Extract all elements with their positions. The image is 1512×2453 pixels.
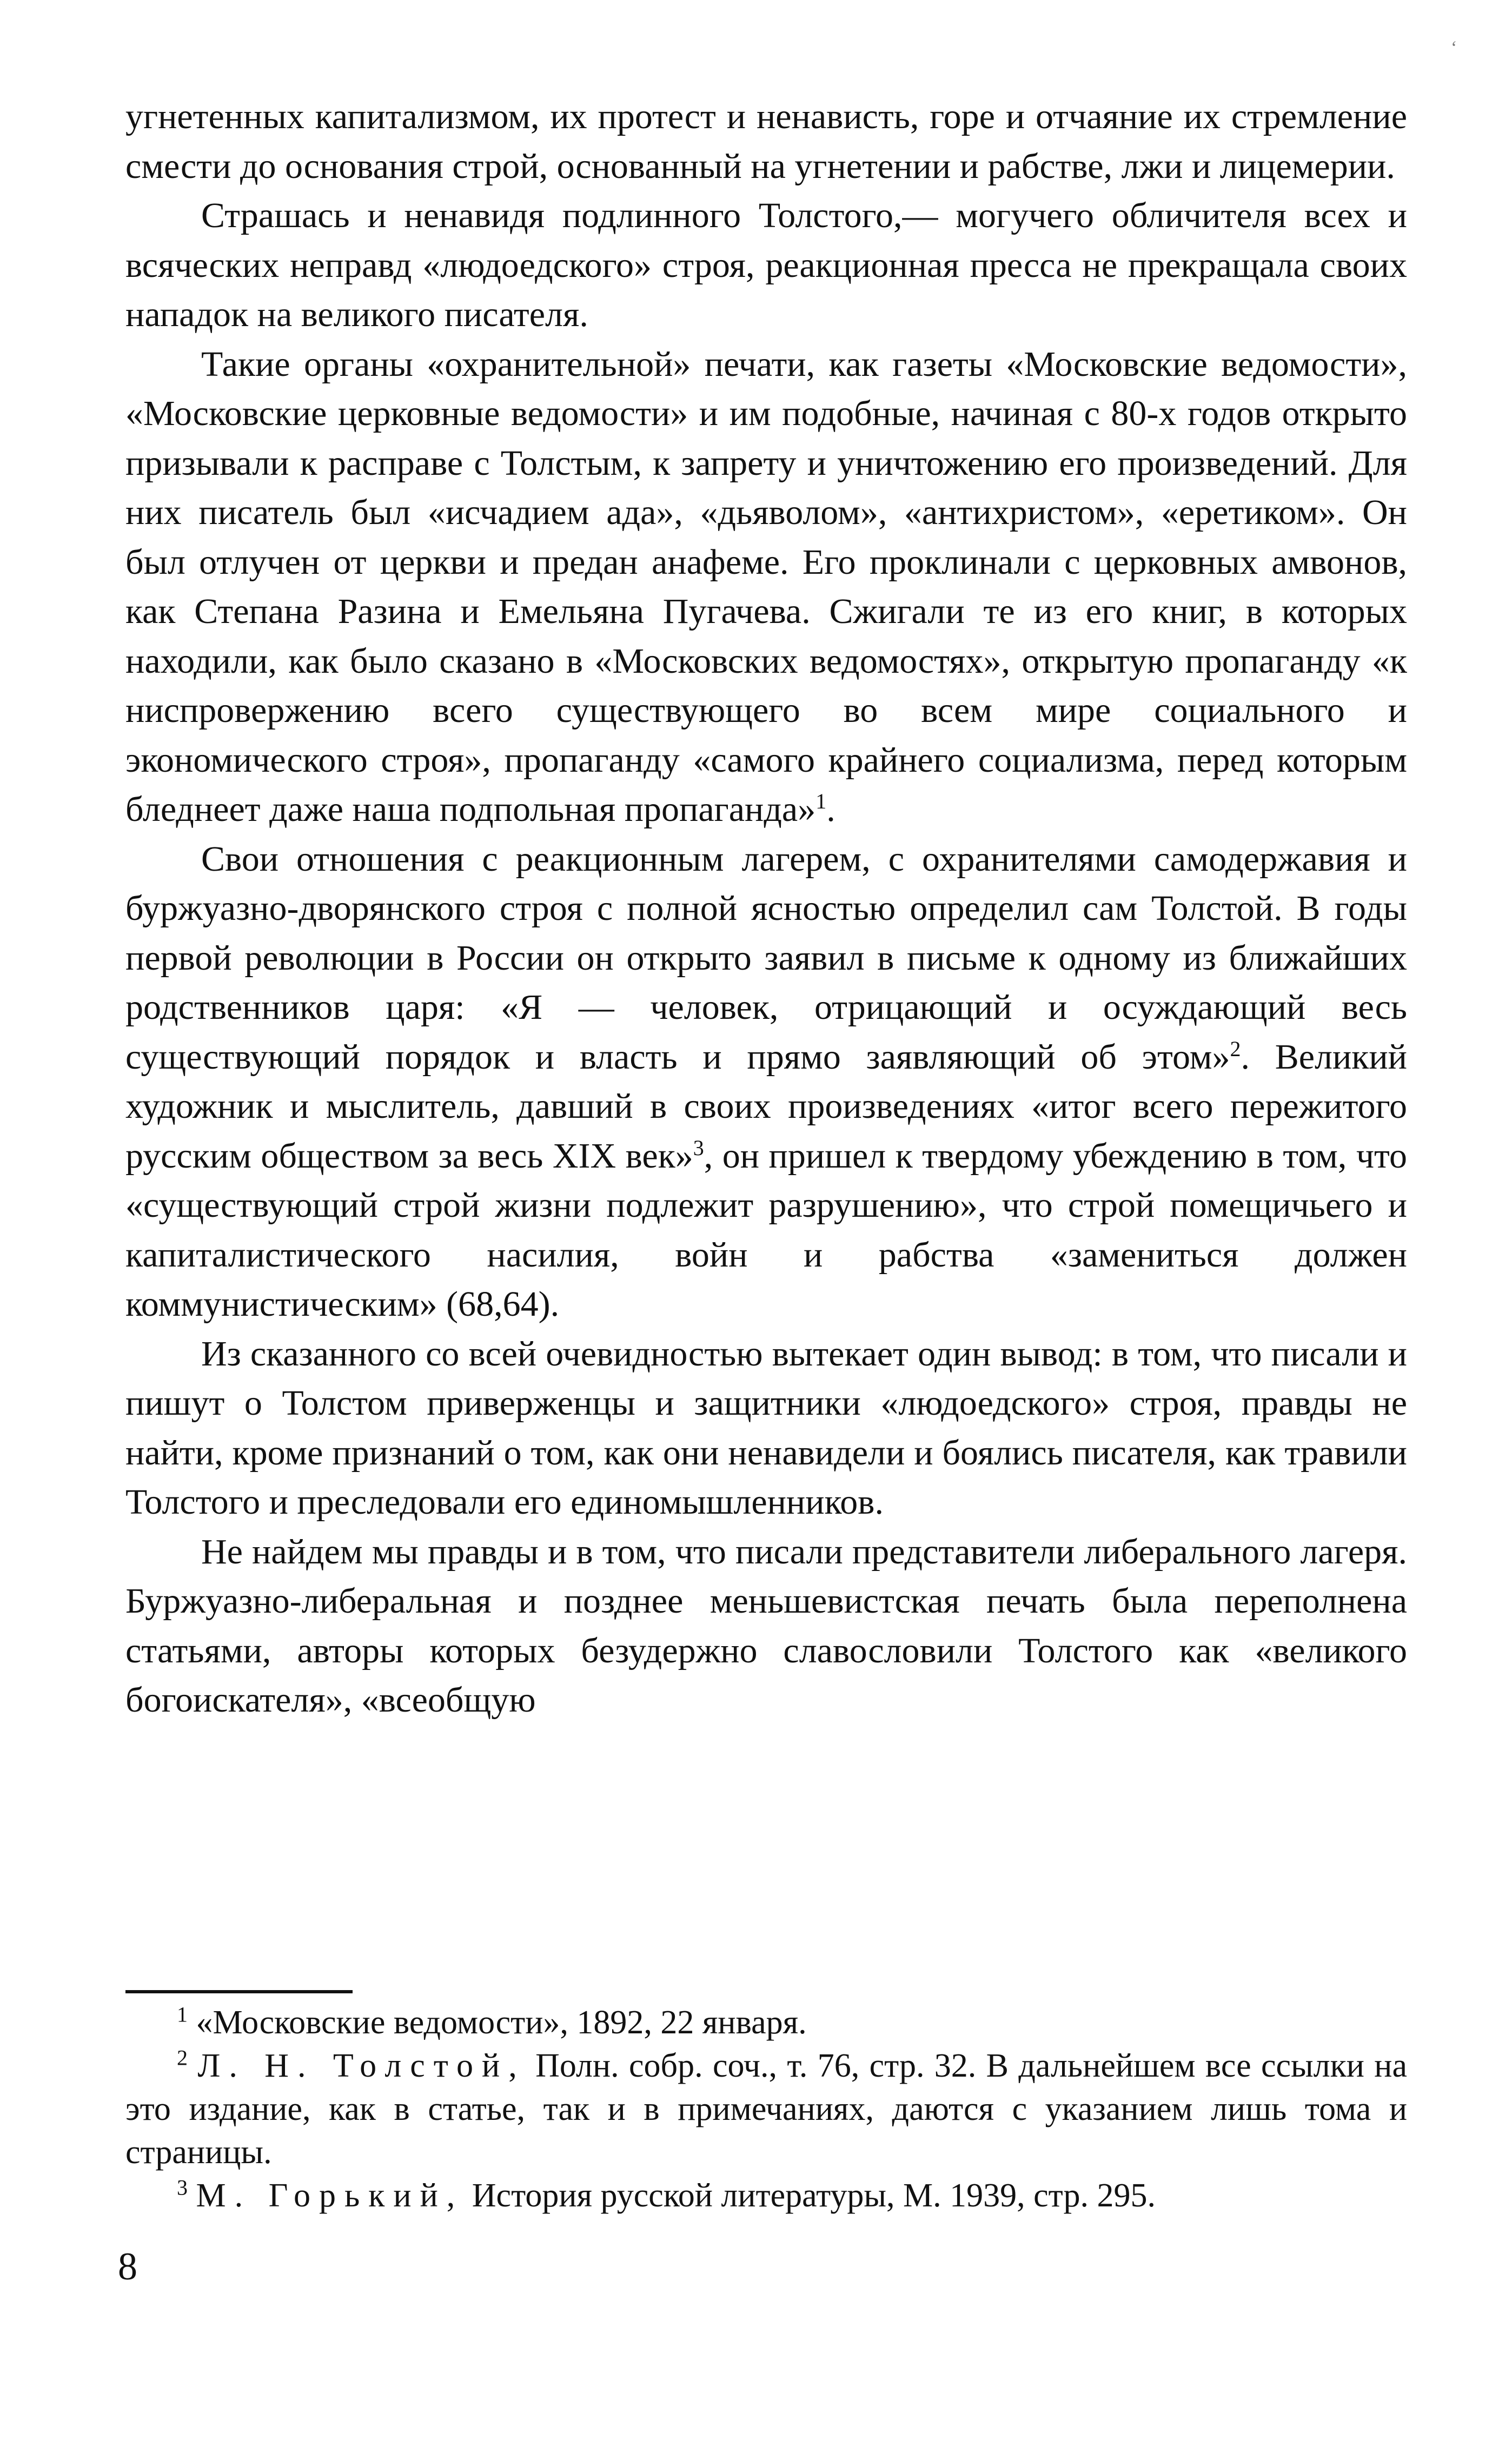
footnote-separator: [125, 1990, 353, 1993]
footnote-text: «Московские ведомости», 1892, 22 января.: [196, 2004, 807, 2041]
footnote-number: 1: [177, 2002, 188, 2027]
paragraph-6: [125, 1527, 1407, 1725]
paragraph-text: Из сказанного со всей очевидностью вытекает один вывод: в том, что писали и пишут о Толстом приверженцы и защитники «людоедского» строя, правды не найти, кроме признаний о том, как они ненавидели и боялись писателя, как травили Толстого и преследовали его единомышленников.: [125, 1334, 1407, 1522]
footnote-3: [125, 2174, 1407, 2217]
paragraph-4: [125, 834, 1407, 1329]
page-body: [125, 92, 1407, 1725]
paragraph-text: , он пришел к твердому убеждению в том, что «существующий строй жизни подлежит разрушению», что строй помещичьего и капиталистического насилия, войн и рабства «замениться должен коммунистическим» (68,64).: [125, 1136, 1407, 1324]
footnote-number: 3: [177, 2175, 188, 2200]
paragraph-2: [125, 191, 1407, 340]
footnote-author: М. Горький,: [196, 2177, 464, 2214]
paragraph-tail: .: [826, 790, 835, 829]
footnote-number: 2: [177, 2045, 188, 2070]
footnote-author: Л. Н. Толстой,: [197, 2047, 526, 2084]
paragraph-5: [125, 1329, 1407, 1527]
paragraph-text: Страшась и ненавидя подлинного Толстого,— могучего обличителя всех и всяческих неправд «людоедского» строя, реакционная пресса не прекращала своих нападок на великого писателя.: [125, 196, 1407, 334]
paragraph-text: . Великий художник и мыслитель, давший в своих произведениях «итог всего пережитого русским обществом за весь XIX век»: [125, 1037, 1407, 1176]
scan-mark: ʻ: [1451, 38, 1457, 58]
paragraph-text: угнетенных капитализмом, их протест и ненависть, горе и отчаяние их стремление смести до основания строй, основанный на угнетении и рабстве, лжи и лицемерии.: [125, 97, 1407, 186]
paragraph-text: Не найдем мы правды и в том, что писали представители либерального лагеря. Буржуазно-либеральная и позднее меньшевистская печать была переполнена статьями, авторы которых безудержно славословили Толстого как «великого богоискателя», «всеобщую: [125, 1532, 1407, 1720]
footnote-2: [125, 2044, 1407, 2174]
footnote-text: Полн. собр. соч., т. 76, стр. 32. В дальнейшем все ссылки на это издание, как в статье, так и в примечаниях, даются с указанием лишь тома и страницы.: [125, 2047, 1407, 2171]
footnote-ref-1: 1: [815, 789, 827, 813]
paragraph-3: [125, 340, 1407, 834]
footnote-text: История русской литературы, М. 1939, стр. 295.: [463, 2177, 1156, 2214]
paragraph-text: Такие органы «охранительной» печати, как газеты «Московские ведомости», «Московские церковные ведомости» и им подобные, начиная с 80-х годов открыто призывали к расправе с Толстым, к запрету и уничтожению его произведений. Для них писатель был «исчадием ада», «дьяволом», «антихристом», «еретиком». Он был отлучен от церкви и предан анафеме. Его проклинали с церковных амвонов, как Степана Разина и Емельяна Пугачева. Сжигали те из его книг, в которых находили, как было сказано в «Московских ведомостях», открытую пропаганду «к ниспровержению всего существующего во всем мире социального и экономического строя», пропаганду «самого крайнего социализма, перед которым бледнеет даже наша подпольная пропаганда»: [125, 344, 1407, 829]
paragraph-text: Свои отношения с реакционным лагерем, с охранителями самодержавия и буржуазно-дворянского строя с полной ясностью определил сам Толстой. В годы первой революции в России он открыто заявил в письме к одному из ближайших родственников царя: «Я — человек, отрицающий и осуждающий весь существующий порядок и власть и прямо заявляющий об этом»: [125, 839, 1407, 1077]
footnote-1: [125, 2001, 1407, 2044]
footnote-ref-3: 3: [693, 1135, 704, 1160]
footnote-ref-2: 2: [1230, 1036, 1241, 1061]
footnotes: [125, 2001, 1407, 2217]
paragraph-1: [125, 92, 1407, 191]
page-number: 8: [118, 2245, 137, 2288]
